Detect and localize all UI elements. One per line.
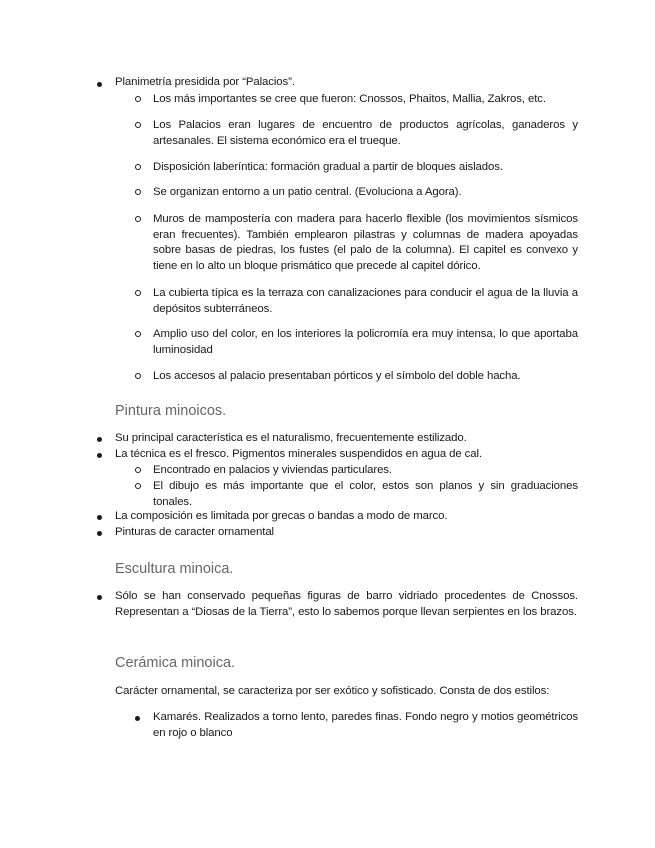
hollow-bullet-icon <box>135 467 141 473</box>
list-item: Su principal característica es el naturalismo, frecuentemente estilizado. <box>115 432 467 444</box>
hollow-bullet-icon <box>135 122 141 128</box>
section-heading-pintura: Pintura minoicos. <box>115 403 227 419</box>
hollow-bullet-icon <box>135 483 141 489</box>
sub-list-item: Los accesos al palacio presentaban pórticos y el símbolo del doble hacha. <box>153 370 521 382</box>
bullet-icon <box>97 453 102 458</box>
bullet-icon <box>97 82 102 87</box>
list-item: Planimetría presidida por “Palacios”. <box>115 76 295 88</box>
hollow-bullet-icon <box>135 189 141 195</box>
sub-list-item: El dibujo es más importante que el color, estos son planos y sin graduaciones tonales. <box>153 480 578 508</box>
section-heading-ceramica: Cerámica minoica. <box>115 655 236 671</box>
hollow-bullet-icon <box>135 290 141 296</box>
list-item: Kamarés. Realizados a torno lento, paredes finas. Fondo negro y motios geométricos en rojo o blanco <box>153 711 578 739</box>
sub-list-item: Los más importantes se cree que fueron: Cnossos, Phaitos, Mallia, Zakros, etc. <box>153 93 546 105</box>
hollow-bullet-icon <box>135 216 141 222</box>
section-heading-escultura: Escultura minoica. <box>115 561 234 577</box>
sub-list-item: La cubierta típica es la terraza con canalizaciones para conducir el agua de la lluvia a depósitos subterráneos. <box>153 287 578 315</box>
bullet-icon <box>97 437 102 442</box>
paragraph: Carácter ornamental, se caracteriza por ser exótico y sofisticado. Consta de dos estilos: <box>115 685 550 697</box>
hollow-bullet-icon <box>135 164 141 170</box>
list-item: Sólo se han conservado pequeñas figuras de barro vidriado procedentes de Cnossos. Representan a “Diosas de la Tierra”, esto lo sabemos porque llevan serpientes en los brazos. <box>115 590 578 618</box>
list-item: Pinturas de caracter ornamental <box>115 526 274 538</box>
list-item: La composición es limitada por grecas o bandas a modo de marco. <box>115 510 448 522</box>
bullet-icon <box>97 515 102 520</box>
sub-list-item: Disposición laberíntica: formación gradual a partir de bloques aislados. <box>153 161 503 173</box>
sub-list-item: Encontrado en palacios y viviendas particulares. <box>153 464 392 476</box>
sub-list-item: Amplio uso del color, en los interiores la policromía era muy intensa, lo que aportaba luminosidad <box>153 328 578 356</box>
hollow-bullet-icon <box>135 96 141 102</box>
sub-list-item: Muros de mampostería con madera para hacerlo flexible (los movimientos sísmicos eran frecuentes). También emplearon pilastras y columnas de madera apoyadas sobre basas de piedras, los fustes (el palo de la columna). El capitel es convexo y tiene en lo alto un bloque prismático que precede al capitel dórico. <box>153 213 578 272</box>
sub-list-item: Los Palacios eran lugares de encuentro de productos agrícolas, ganaderos y artesanales. El sistema económico era el trueque. <box>153 119 578 147</box>
bullet-icon <box>97 531 102 536</box>
bullet-icon <box>135 716 140 721</box>
sub-list-item: Se organizan entorno a un patio central. (Evoluciona a Agora). <box>153 186 462 198</box>
list-item: La técnica es el fresco. Pigmentos minerales suspendidos en agua de cal. <box>115 448 483 460</box>
bullet-icon <box>97 595 102 600</box>
hollow-bullet-icon <box>135 373 141 379</box>
hollow-bullet-icon <box>135 331 141 337</box>
